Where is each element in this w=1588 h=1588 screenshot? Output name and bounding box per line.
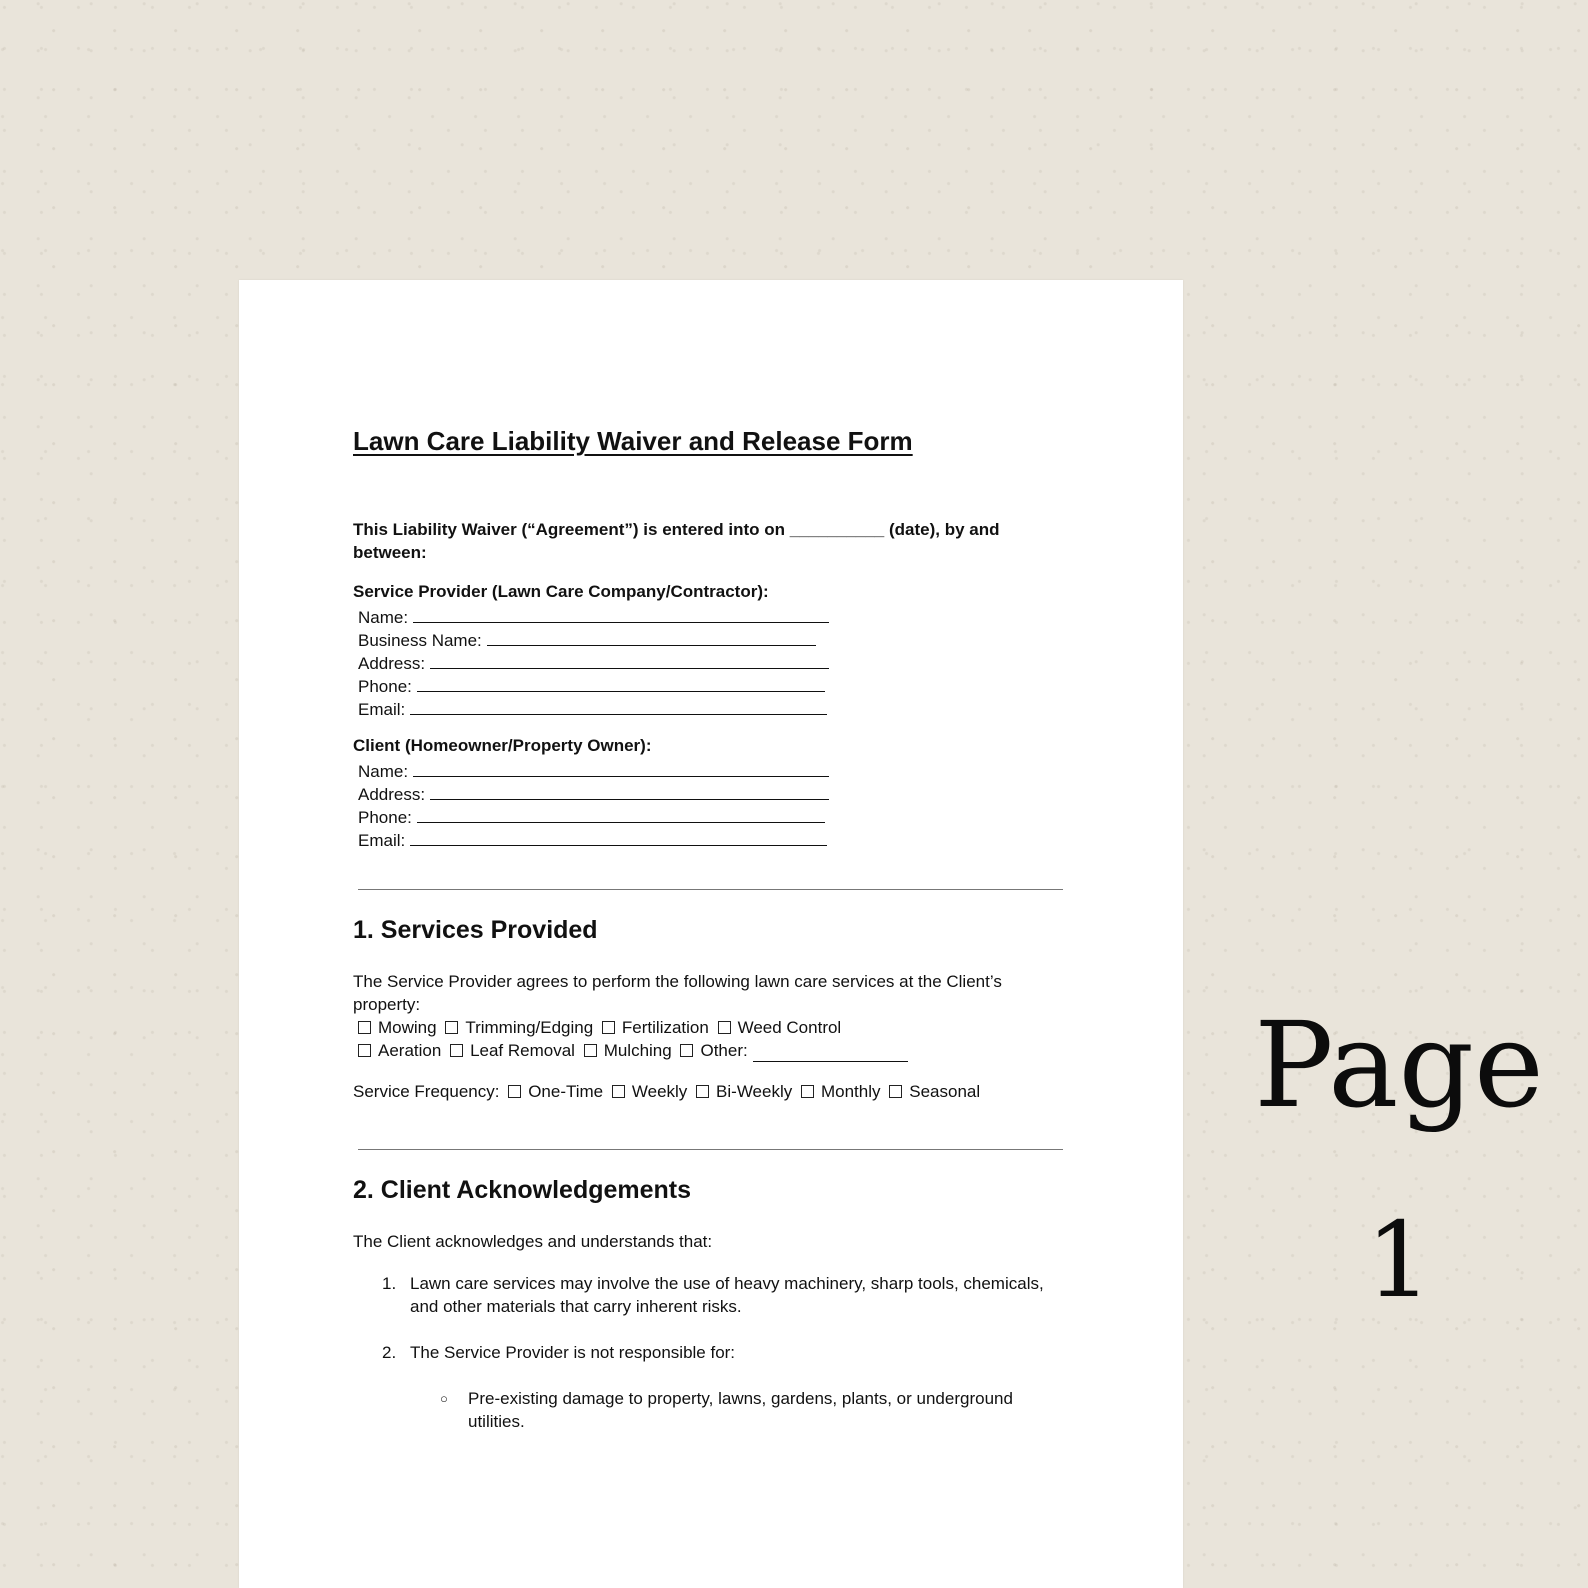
field-blank-line — [417, 674, 825, 692]
field-label: Business Name: — [358, 631, 482, 650]
option-label: Weed Control — [737, 1018, 842, 1037]
fertilization-checkbox[interactable] — [602, 1021, 615, 1034]
provider-address-field[interactable] — [358, 651, 829, 674]
provider-name-field[interactable] — [358, 605, 829, 628]
circle-bullet-icon: ○ — [440, 1391, 448, 1406]
item-text: Lawn care services may involve the use of heavy machinery, sharp tools, chemicals, and other materials that carry inherent risks. — [410, 1274, 1044, 1316]
field-label: Address: — [358, 654, 426, 673]
option-label: One-Time — [528, 1082, 604, 1101]
field-blank-line — [430, 651, 829, 669]
section-divider — [358, 1149, 1063, 1150]
option-label: Aeration — [378, 1041, 442, 1060]
sub-bullet-item — [440, 1387, 1060, 1433]
one-time-checkbox[interactable] — [508, 1085, 521, 1098]
monthly-checkbox[interactable] — [801, 1085, 814, 1098]
field-blank-line — [413, 605, 829, 623]
client-email-field[interactable] — [358, 828, 829, 851]
option-label: Trimming/Edging — [465, 1018, 594, 1037]
item-text: The Service Provider is not responsible for: — [410, 1343, 736, 1362]
item-text: Pre-existing damage to property, lawns, gardens, plants, or underground utilities. — [468, 1389, 1013, 1431]
bi-weekly-checkbox[interactable] — [696, 1085, 709, 1098]
client-heading: Client (Homeowner/Property Owner): — [353, 736, 652, 755]
page-label-word: Page — [1254, 996, 1544, 1134]
section-2-text: The Client acknowledges and understands that: — [353, 1232, 713, 1251]
service-provider-fields — [358, 605, 829, 720]
aeration-checkbox[interactable] — [358, 1044, 371, 1057]
option-label: Mulching — [603, 1041, 672, 1060]
item-number: 2. — [382, 1343, 397, 1362]
services-row-1 — [358, 1016, 845, 1039]
client-address-field[interactable] — [358, 782, 829, 805]
service-provider-heading: Service Provider (Lawn Care Company/Contractor): — [353, 582, 769, 601]
option-label: Mowing — [378, 1018, 437, 1037]
field-blank-line — [487, 628, 816, 646]
leaf-removal-checkbox[interactable] — [450, 1044, 463, 1057]
section-divider — [358, 889, 1063, 890]
option-label: Bi-Weekly — [716, 1082, 793, 1101]
option-label: Monthly — [820, 1082, 881, 1101]
client-name-field[interactable] — [358, 759, 829, 782]
services-row-2 — [358, 1039, 908, 1062]
field-label: Name: — [358, 608, 409, 627]
form-title: Lawn Care Liability Waiver and Release Form — [353, 426, 913, 456]
mowing-checkbox[interactable] — [358, 1021, 371, 1034]
option-label: Leaf Removal — [470, 1041, 575, 1060]
field-label: Email: — [358, 831, 406, 850]
service-frequency-row — [353, 1080, 984, 1103]
option-label: Other: — [700, 1041, 748, 1060]
numbered-item — [382, 1272, 1062, 1318]
seasonal-checkbox[interactable] — [889, 1085, 902, 1098]
field-blank-line — [417, 805, 825, 823]
section-1-heading: 1. Services Provided — [353, 916, 598, 944]
field-label: Address: — [358, 785, 426, 804]
mulching-checkbox[interactable] — [584, 1044, 597, 1057]
option-label: Weekly — [631, 1082, 688, 1101]
frequency-label: Service Frequency: — [353, 1082, 500, 1101]
field-blank-line — [410, 697, 827, 715]
page-label-number: 1 — [1365, 1199, 1433, 1321]
item-number: 1. — [382, 1274, 397, 1293]
field-blank-line — [410, 828, 827, 846]
client-fields — [358, 759, 829, 851]
field-blank-line — [430, 782, 829, 800]
option-label: Seasonal — [909, 1082, 981, 1101]
option-label: Fertilization — [621, 1018, 709, 1037]
provider-email-field[interactable] — [358, 697, 829, 720]
provider-business-name-field[interactable] — [358, 628, 829, 651]
section-1-text: The Service Provider agrees to perform the following lawn care services at the Client’s property: — [353, 972, 1002, 1014]
field-label: Email: — [358, 700, 406, 719]
weed-control-checkbox[interactable] — [718, 1021, 731, 1034]
field-label: Name: — [358, 762, 409, 781]
field-label: Phone: — [358, 808, 412, 827]
document-page — [239, 280, 1183, 1588]
other-checkbox[interactable] — [680, 1044, 693, 1057]
client-phone-field[interactable] — [358, 805, 829, 828]
numbered-item — [382, 1341, 1062, 1364]
field-blank-line — [413, 759, 829, 777]
trimming-edging-checkbox[interactable] — [445, 1021, 458, 1034]
weekly-checkbox[interactable] — [612, 1085, 625, 1098]
other-blank-line[interactable] — [753, 1044, 908, 1062]
section-2-heading: 2. Client Acknowledgements — [353, 1176, 692, 1204]
field-label: Phone: — [358, 677, 412, 696]
provider-phone-field[interactable] — [358, 674, 829, 697]
intro-paragraph: This Liability Waiver (“Agreement”) is entered into on __________ (date), by and between: — [353, 520, 1000, 562]
